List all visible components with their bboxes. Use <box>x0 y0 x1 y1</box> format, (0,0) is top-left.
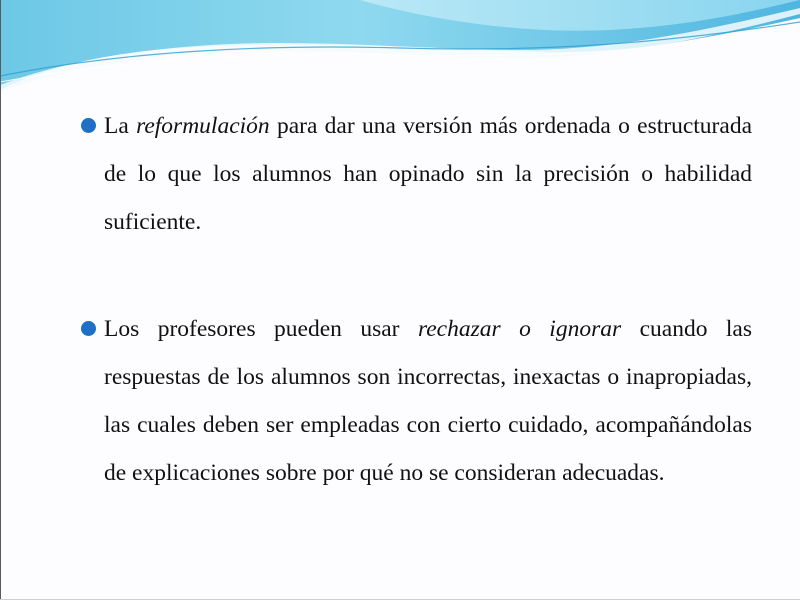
bullet-text-before: Los profesores pueden usar <box>104 316 418 342</box>
bullet-text-after: cuando las respuestas de los alumnos son incorrectas, inexactas o inapropiadas, las cuales deben ser empleadas con cierto cuidado, acompañándolas de explicaciones sobre por qué no se consideran adecuadas. <box>104 316 753 486</box>
bullet-text-before: La <box>104 113 137 139</box>
slide-left-border <box>0 0 1 600</box>
wave-header-decoration <box>0 0 800 110</box>
bullet-dot-icon <box>81 321 96 336</box>
bullet-dot-icon <box>81 118 96 133</box>
bullet-text-emphasis: reformulación <box>136 113 270 139</box>
bullet-text-after: para dar una versión más ordenada o estructurada de lo que los alumnos han opinado sin la precisión o habilidad suficiente. <box>104 113 752 235</box>
bullet-item-rechazar <box>80 305 752 497</box>
slide-content <box>80 102 752 497</box>
bullet-text-emphasis: rechazar o ignorar <box>417 316 622 342</box>
bullet-item-reformulacion <box>80 102 752 246</box>
